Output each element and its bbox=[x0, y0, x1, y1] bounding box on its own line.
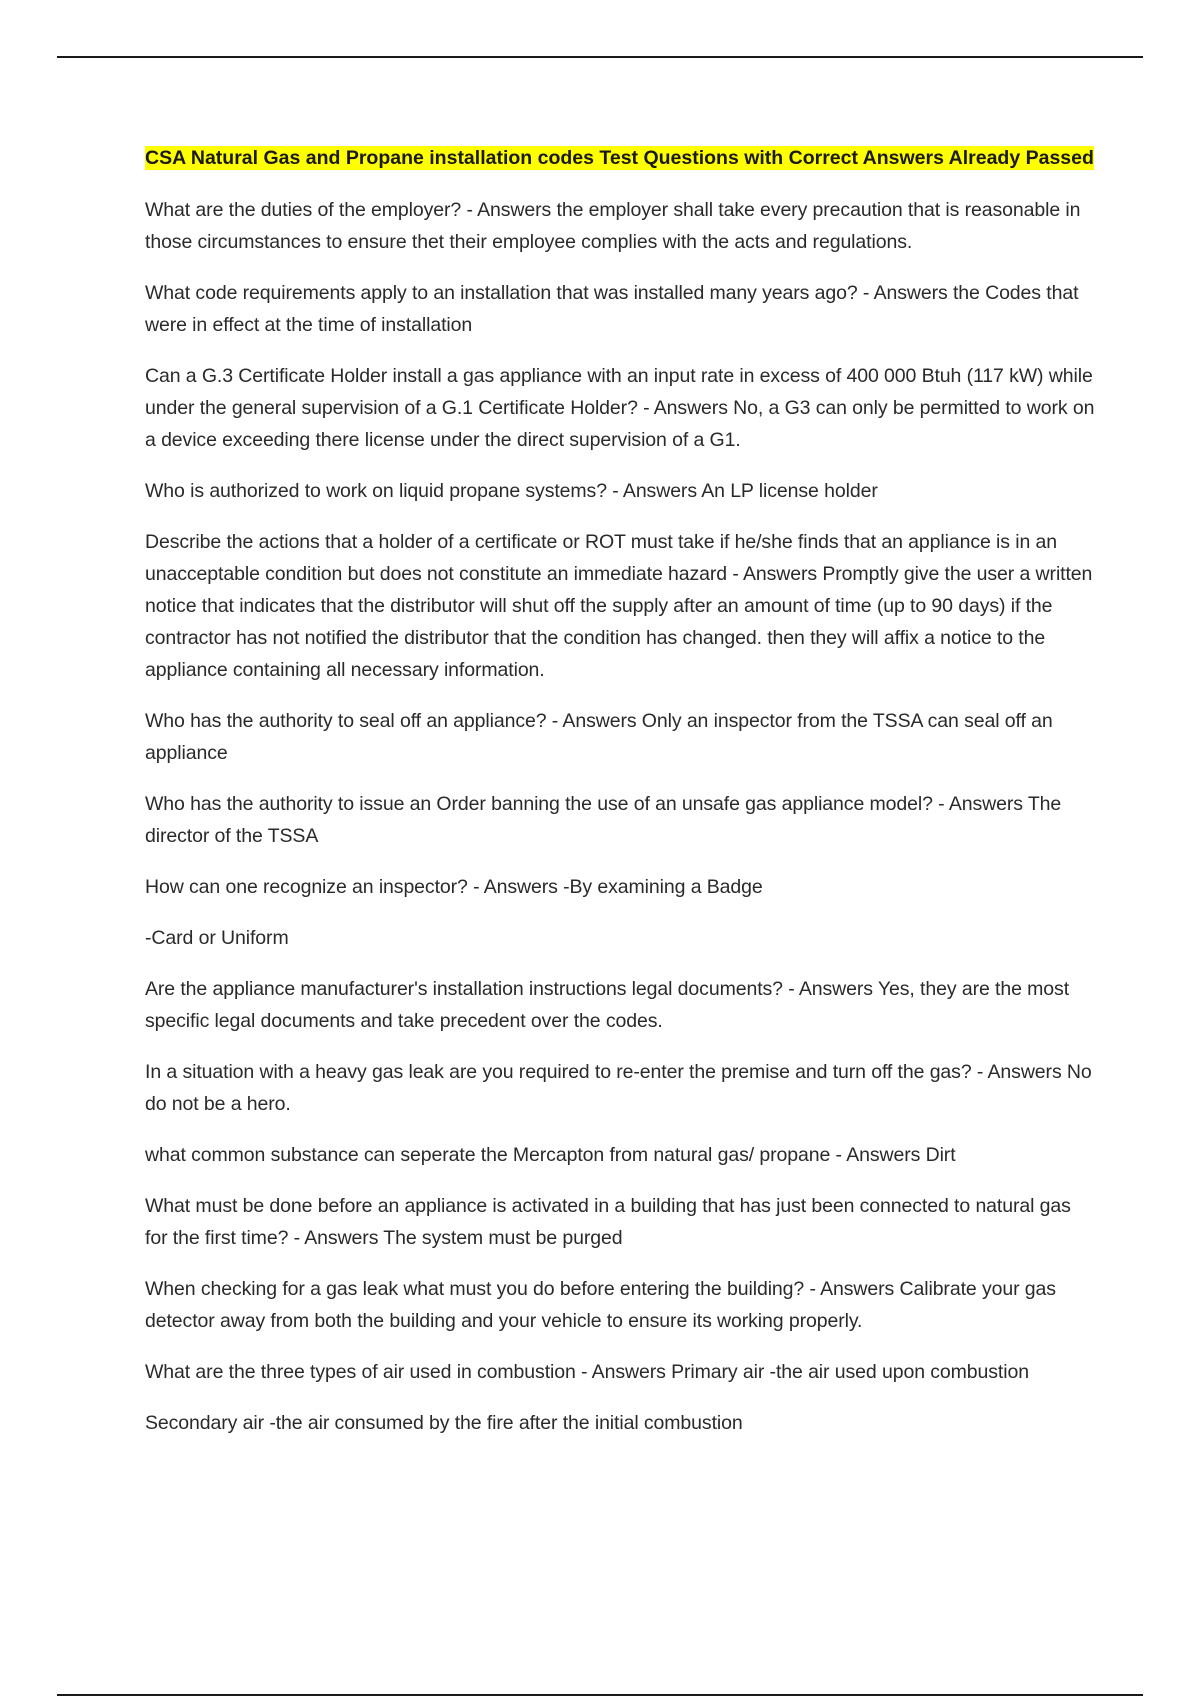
qa-paragraph: When checking for a gas leak what must you do before entering the building? - Answers Calibrate your gas detector away from both the building and your vehicle to ensure its working properly. bbox=[145, 1278, 1056, 1332]
qa-paragraph: Are the appliance manufacturer's installation instructions legal documents? - Answers Yes, they are the most specific legal documents and take precedent over the codes. bbox=[145, 978, 1070, 1032]
qa-paragraph: Secondary air -the air consumed by the fire after the initial combustion bbox=[145, 1412, 743, 1434]
qa-paragraph: Who has the authority to seal off an appliance? - Answers Only an inspector from the TSSA can seal off an appliance bbox=[145, 710, 1053, 764]
qa-paragraph: What code requirements apply to an installation that was installed many years ago? - Answers the Codes that were in effect at the time of installation bbox=[145, 282, 1079, 336]
qa-paragraph: Can a G.3 Certificate Holder install a gas appliance with an input rate in excess of 400 000 Btuh (117 kW) while under the general supervision of a G.1 Certificate Holder? - Answers No, a G3 can only be permitted to work on a device exceeding there license under the direct supervision of a G1. bbox=[145, 365, 1095, 451]
qa-paragraph: what common substance can seperate the Mercapton from natural gas/ propane - Answers Dirt bbox=[145, 1144, 956, 1166]
bottom-rule bbox=[57, 1694, 1143, 1696]
qa-paragraph: How can one recognize an inspector? - Answers -By examining a Badge bbox=[145, 876, 763, 898]
top-rule bbox=[57, 56, 1143, 58]
qa-paragraph: Describe the actions that a holder of a certificate or ROT must take if he/she finds that an appliance is in an unacceptable condition but does not constitute an immediate hazard - Answers Promptly give the user a written notice that indicates that the distributor will shut off the supply after an amount of time (up to 90 days) if the contractor has not notified the distributor that the condition has changed. then they will affix a notice to the appliance containing all necessary information. bbox=[145, 531, 1093, 681]
qa-paragraph: What are the three types of air used in combustion - Answers Primary air -the air used upon combustion bbox=[145, 1361, 1029, 1383]
title-block bbox=[145, 142, 1095, 174]
document-title: CSA Natural Gas and Propane installation codes Test Questions with Correct Answers Already Passed bbox=[145, 147, 1094, 169]
qa-paragraph: Who has the authority to issue an Order banning the use of an unsafe gas appliance model? - Answers The director of the TSSA bbox=[145, 793, 1062, 847]
qa-paragraph: What must be done before an appliance is activated in a building that has just been connected to natural gas for the first time? - Answers The system must be purged bbox=[145, 1195, 1071, 1249]
qa-paragraph: What are the duties of the employer? - Answers the employer shall take every precaution that is reasonable in those circumstances to ensure thet their employee complies with the acts and regulations. bbox=[145, 199, 1081, 253]
qa-paragraph: In a situation with a heavy gas leak are you required to re-enter the premise and turn off the gas? - Answers No do not be a hero. bbox=[145, 1061, 1092, 1115]
document-body bbox=[145, 142, 1095, 1458]
qa-paragraph: -Card or Uniform bbox=[145, 927, 289, 949]
qa-paragraph: Who is authorized to work on liquid propane systems? - Answers An LP license holder bbox=[145, 480, 878, 502]
